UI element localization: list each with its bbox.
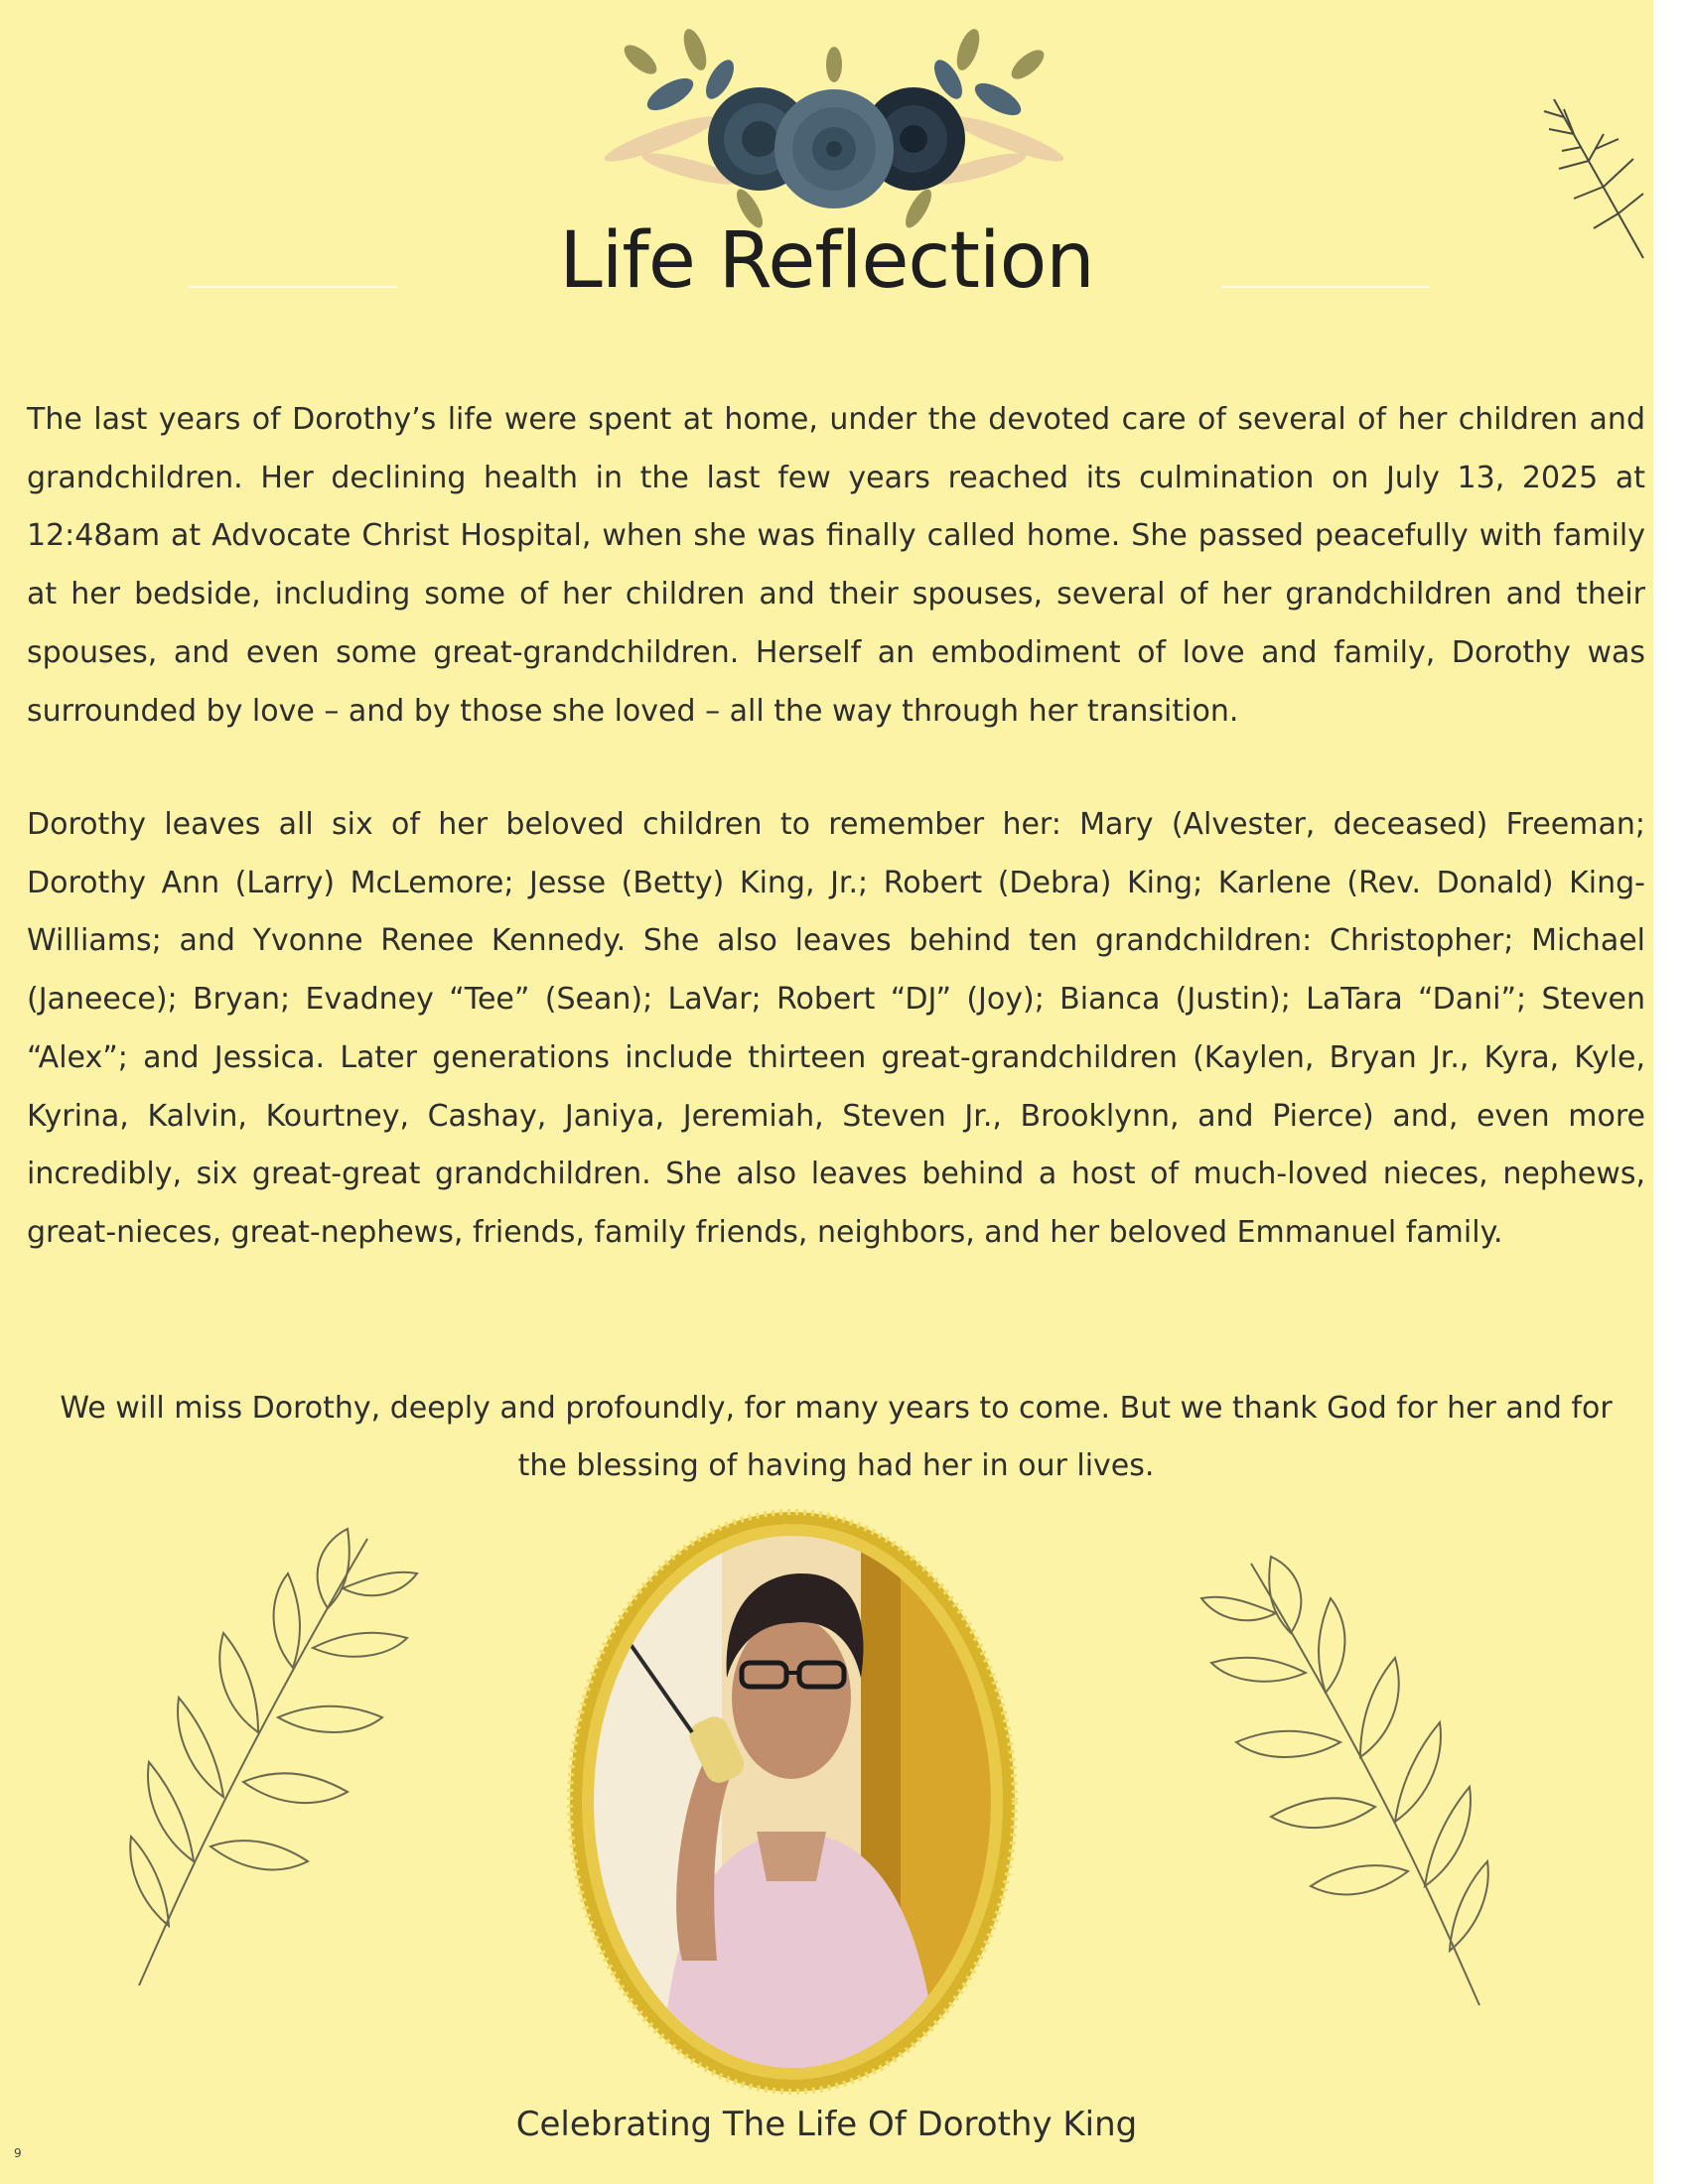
page-title: Life Reflection (559, 216, 1094, 306)
life-reflection-paragraph-1: The last years of Dorothy’s life were spent at home, under the devoted care of several of her children and grandchildren. Her declining health in the last few years reached its culmination on July 13, 2025 at 12:48am at Advocate Christ Hospital, when she was finally called home. She passed peacefully with family at her bedside, including some of her children and their spouses, several of her grandchildren and their spouses, and even some great-grandchildren. Herself an embodiment of love and family, Dorothy was surrounded by love – and by those she loved – all the way through her transition. (27, 402, 1645, 729)
closing-line-2: the blessing of having had her in our lives. (517, 1448, 1155, 1483)
closing-line-1: We will miss Dorothy, deeply and profoundly, for many years to come. But we thank God for her and for (60, 1391, 1613, 1426)
closing-statement (27, 1380, 1645, 1495)
memorial-caption: Celebrating The Life Of Dorothy King (515, 2105, 1138, 2144)
page-number: 9 (14, 2146, 22, 2160)
life-reflection-paragraph-2: Dorothy leaves all six of her beloved children to remember her: Mary (Alvester, deceased) Freeman; Dorothy Ann (Larry) McLemore; Jesse (Betty) King, Jr.; Robert (Debra) King; Karlene (Rev. Donald) King-Williams; and Yvonne Renee Kennedy. She also leaves behind ten grandchildren: Christopher; Michael (Janeece); Bryan; Evadney “Tee” (Sean); LaVar; Robert “DJ” (Joy); Bianca (Justin); LaTara “Dani”; Steven “Alex”; and Jessica. Later generations include thirteen great-grandchildren (Kaylen, Bryan Jr., Kyra, Kyle, Kyrina, Kalvin, Kourtney, Cashay, Janiya, Jeremiah, Steven Jr., Brooklynn, and Pierce) and, even more incredibly, six great-great grandchildren. She also leaves behind a host of much-loved nieces, nephews, great-nieces, great-nephews, friends, family friends, neighbors, and her beloved Emmanuel family. (27, 807, 1645, 1250)
portrait-photo (563, 1504, 1022, 2100)
laurel-branch-icon (1192, 1549, 1499, 2015)
laurel-branch-icon (119, 1519, 427, 1995)
blue-roses-floral-icon (601, 20, 1067, 233)
